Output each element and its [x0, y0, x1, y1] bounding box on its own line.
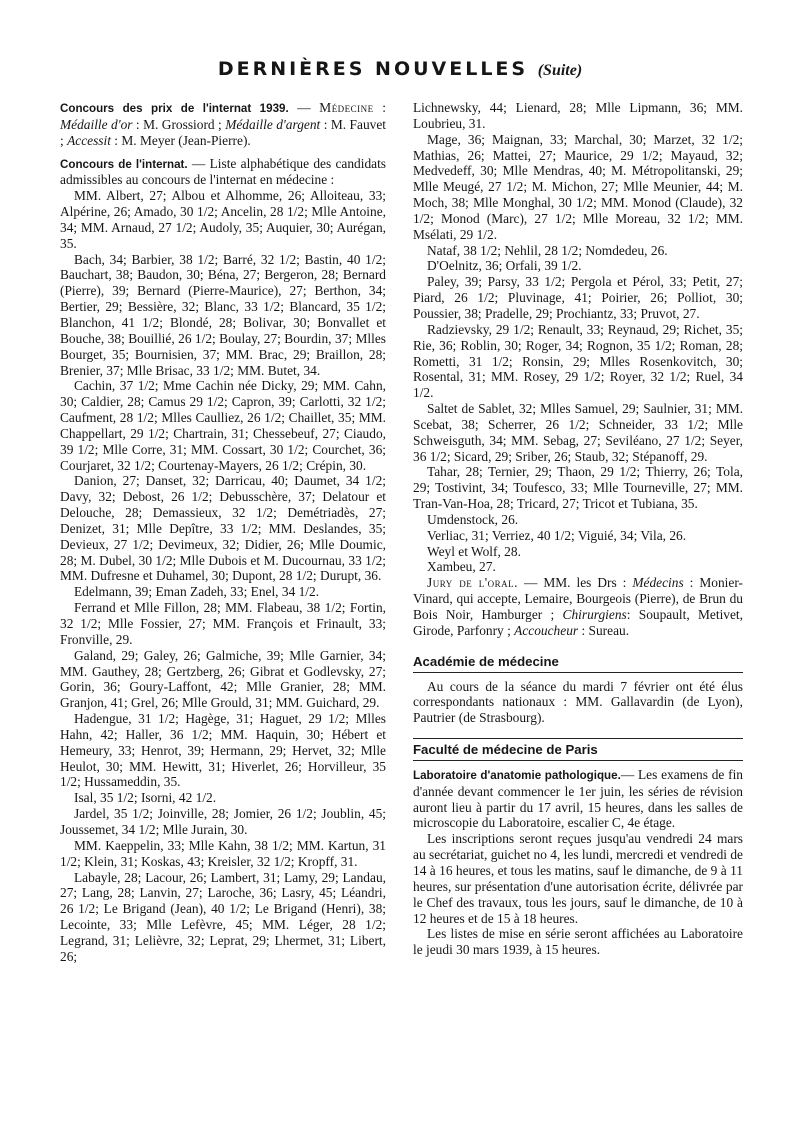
jury-text-1: — MM. les Drs :: [517, 575, 633, 591]
laboratoire-label: Laboratoire d'anatomie pathologique.: [413, 768, 621, 782]
concours-internat-label: Concours de l'internat.: [60, 157, 188, 171]
laboratoire-paragraph: [413, 767, 743, 831]
title-text: DERNIÈRES NOUVELLES: [217, 58, 529, 80]
colon: :: [373, 100, 386, 115]
list-k: MM. Kaeppelin, 33; Mlle Kahn, 38 1/2; MM. Kartun, 31 1/2; Klein, 31; Koskas, 43; Kreisler, 32 1/2; Kropff, 31.: [60, 837, 386, 869]
list-r: Radzievsky, 29 1/2; Renault, 33; Reynaud, 29; Richet, 35; Rie, 36; Roblin, 30; Roger, 34; Rognon, 35 1/2; Roman, 28; Rometti, 31 1/2; Ronsin, 29; Mlles Rosenkovitch, 30; Rosental, 31; MM. Rosey, 29 1/2; Royer, 32 1/2; Ruel, 34 1/2.: [413, 321, 743, 401]
accoucheur-label: Accoucheur: [514, 622, 579, 638]
right-column: [413, 100, 743, 958]
medecins-label: Médecins: [632, 575, 684, 591]
dash: —: [288, 100, 320, 115]
list-x: Xambeu, 27.: [427, 559, 496, 575]
list-t: Tahar, 28; Ternier, 29; Thaon, 29 1/2; Thierry, 26; Tola, 29; Tostivint, 34; Toufesco, 33; Mlle Tourneville, 27; MM. Tran-Van-Hoa, 28; Tricard, 27; Tricot et Tubiana, 35.: [413, 464, 743, 512]
listes-paragraph: Les listes de mise en série seront affichées au Laboratoire le jeudi 30 mars 1939, à 15 heures.: [413, 926, 743, 958]
medaille-argent-text: : M. Fauvet ;: [60, 116, 386, 148]
medaille-or-label: Médaille d'or: [60, 116, 133, 132]
list-l-continued: Lichnewsky, 44; Lienard, 28; Mlle Lipmann, 36; MM. Loubrieu, 31.: [413, 100, 743, 131]
jury-label: Jury de l'oral.: [427, 575, 518, 591]
inscriptions-paragraph: Les inscriptions seront reçues jusqu'au vendredi 24 mars au secrétariat, guichet no 4, les lundi, mercredi et vendredi de 14 à 16 heures, et tous les matins, sauf le dimanche, de 9 à 11 heures, sur présentation d'une autorisation écrite, délivrée par le Chef des travaux, tous les jours, sauf le dimanche, de 10 à 12 heures et de 15 à 18 heures.: [413, 831, 743, 926]
list-f: Ferrand et Mlle Fillon, 28; MM. Flabeau, 38 1/2; Fortin, 32 1/2; Mlle Fossier, 27; MM. François et Frinault, 33; Fronville, 29.: [60, 600, 386, 647]
concours-internat-text: — Liste alphabétique des candidats admissibles au concours de l'internat en médecine :: [60, 155, 387, 188]
prix-internat-paragraph: [60, 100, 386, 149]
title-suite: (Suite): [537, 62, 583, 79]
list-l: Labayle, 28; Lacour, 26; Lambert, 31; Lamy, 29; Landau, 27; Lang, 28; Lanvin, 27; Laroche, 36; Lasry, 45; Léandri, 26 1/2; Le Brigand (Jean), 40 1/2; Le Brigand (Henri), 38; Lecointe, 33; Mlle Lefèvre, 45; MM. Léger, 28 1/2; Legrand, 31; Lelièvre, 32; Leprat, 29; Lhermet, 31; Libert, 26;: [60, 869, 386, 964]
medecine-label: Médecine: [319, 100, 374, 115]
prix-internat-label: Concours des prix de l'internat 1939.: [60, 102, 289, 115]
list-g: Galand, 29; Galey, 26; Galmiche, 39; Mlle Garnier, 34; MM. Gauthey, 28; Gertzberg, 26; Gibrat et Godlevsky, 27; Gorin, 36; Goury-Laffont, 42; Mlle Granier, 28; MM. Granjon, 41; Grel, 26; Mlle Grould, 31; MM. Guichard, 29.: [60, 647, 386, 711]
list-m: Mage, 36; Maignan, 33; Marchal, 30; Marzet, 32 1/2; Mathias, 26; Mattei, 27; Maurice, 29 1/2; Mayaud, 32; Medvedeff, 30; Mlle Mendras, 40; M. Métropolitanski, 29; Mlle Meugé, 27 1/2; M. Michon, 27; Mlle Meunier, 44; M. Moch, 38; Mlle Monghal, 30 1/2; MM. Monod (Claude), 32 1/2; Monod (Marc), 27 1/2; Mlle Moreau, 32 1/2; MM. Msélati, 29 1/2.: [413, 131, 743, 242]
list-e: Edelmann, 39; Eman Zadeh, 33; Enel, 34 1/2.: [74, 584, 320, 600]
list-c: Cachin, 37 1/2; Mme Cachin née Dicky, 29; MM. Cahn, 30; Caldier, 28; Camus 29 1/2; Capron, 39; Carlotti, 32 1/2; Caufment, 28 1/2; Mlles Caulliez, 26 1/2; Chaillet, 35; MM. Chappellart, 29 1/2; Chartrain, 31; Chessebeuf, 27; Ciaudo, 39 1/2; Mlle Corre, 31; MM. Cossart, 30 1/2; Courchet, 36; Courjaret, 32 1/2; Courtenay-Mayers, 26 1/2; Crépin, 30.: [60, 378, 386, 473]
jury-paragraph: [413, 575, 743, 638]
medaille-argent-label: Médaille d'argent: [225, 116, 321, 132]
laboratoire-text: — Les examens de fin d'année devant commencer le 1er juin, les séries de révision auront lieu à partir du 17 avril, 15 heures, dans les salles de microscopie du Laboratoire, escalier C, 4e étage.: [413, 766, 743, 831]
jury-text-4: : Sureau.: [578, 622, 630, 638]
list-i: Isal, 35 1/2; Isorni, 42 1/2.: [74, 790, 217, 806]
jury-text-2: : Monier-Vinard, qui accepte, Lemaire, Bourgeois (Pierre), de Brun du Bois Noir, Hamburger ;: [413, 575, 743, 622]
list-o: D'Oelnitz, 36; Orfali, 39 1/2.: [427, 258, 582, 274]
medaille-or-text: : M. Grossiord ;: [132, 116, 226, 132]
list-p: Paley, 39; Parsy, 33 1/2; Pergola et Pérol, 33; Petit, 27; Piard, 26 1/2; Pluvinage, 41; Poirier, 26; Polliot, 30; Poussier, 38; Pradelle, 29; Prochiantz, 33; Pruvot, 27.: [413, 274, 743, 321]
list-d: Danion, 27; Danset, 32; Darricau, 40; Daumet, 34 1/2; Davy, 32; Debost, 26 1/2; Debusschère, 37; Delatour et Delouche, 28; Demassieux, 32 1/2; Demétriadès, 27; Denizet, 31; Mlle Depître, 33 1/2; MM. Deslandes, 35; Devieux, 27 1/2; Devimeux, 32; Didier, 26; Mlle Doumic, 28; M. Dubel, 30 1/2; Mlle Dubois et M. Ducournau, 33 1/2; MM. Dufresne et Duhamel, 30; Dupont, 28 1/2; Durupt, 36.: [60, 473, 386, 584]
list-s: Saltet de Sablet, 32; Mlles Samuel, 29; Saulnier, 31; MM. Scebat, 38; Scherrer, 26 1/2; Schneider, 33 1/2; Mlle Schweisguth, 34; MM. Sebag, 27; Seviléano, 27 1/2; Seyer, 36 1/2; Sicard, 29; Sriber, 26; Staub, 32; Stépanoff, 29.: [413, 401, 743, 464]
list-w: Weyl et Wolf, 28.: [427, 543, 521, 559]
list-b: Bach, 34; Barbier, 38 1/2; Barré, 32 1/2; Bastin, 40 1/2; Bauchart, 38; Baudon, 30; Béna, 27; Bergeron, 28; Bernard (Pierre), 39; Bernard (Pierre-Maurice), 27; Berthon, 34; Bertier, 29; Bessière, 32; Blanc, 33 1/2; Blancard, 35 1/2; Blanchon, 41 1/2; Blondé, 28; Bolivar, 30; Bonvallet et Bouche, 38; Bouillié, 26 1/2; Boulay, 27; Bourdin, 37; Mlles Bourget, 35; Bournisien, 37; MM. Brac, 29; Braillon, 28; Brenier, 37; Mlle Brisac, 33 1/2; MM. Butet, 34.: [60, 251, 386, 378]
page-title: [0, 58, 800, 80]
list-h: Hadengue, 31 1/2; Hagège, 31; Haguet, 29 1/2; Mlles Hahn, 42; Haller, 36 1/2; MM. Haquin, 30; Hébert et Hemeury, 33; Henrot, 39; Hermann, 29; Hervet, 32; Mlle Heulot, 30; MM. Hewitt, 31; Hiverlet, 26; Horvilleur, 35 1/2; Hussameddin, 35.: [60, 711, 386, 790]
list-u: Umdenstock, 26.: [427, 511, 519, 527]
list-a: MM. Albert, 27; Albou et Alhomme, 26; Alloiteau, 33; Alpérine, 26; Amado, 30 1/2; Ancelin, 28 1/2; Mlle Antoine, 34; MM. Arnaud, 27 1/2; Audoly, 35; Auquier, 30; Aurégan, 35.: [60, 188, 386, 251]
left-column: [60, 100, 386, 965]
list-v: Verliac, 31; Verriez, 40 1/2; Viguié, 34; Vila, 26.: [427, 527, 687, 543]
faculte-heading: Faculté de médecine de Paris: [413, 738, 743, 761]
accessit-text: : M. Meyer (Jean-Pierre).: [110, 132, 251, 148]
chirurgiens-label: Chirurgiens: [562, 607, 627, 622]
academie-paragraph: Au cours de la séance du mardi 7 février ont été élus correspondants nationaux : MM. Gallavardin (de Lyon), Pautrier (de Strasbourg).: [413, 678, 743, 726]
list-j: Jardel, 35 1/2; Joinville, 28; Jomier, 26 1/2; Joublin, 45; Joussemet, 34 1/2; Mlle Jurain, 30.: [60, 806, 386, 837]
concours-internat-paragraph: [60, 156, 386, 189]
academie-heading: Académie de médecine: [413, 651, 743, 673]
accessit-label: Accessit: [67, 132, 111, 148]
list-n: Nataf, 38 1/2; Nehlil, 28 1/2; Nomdedeu, 26.: [427, 242, 668, 258]
jury-text-3: : Soupault, Metivet, Girode, Parfonry ;: [413, 607, 743, 638]
